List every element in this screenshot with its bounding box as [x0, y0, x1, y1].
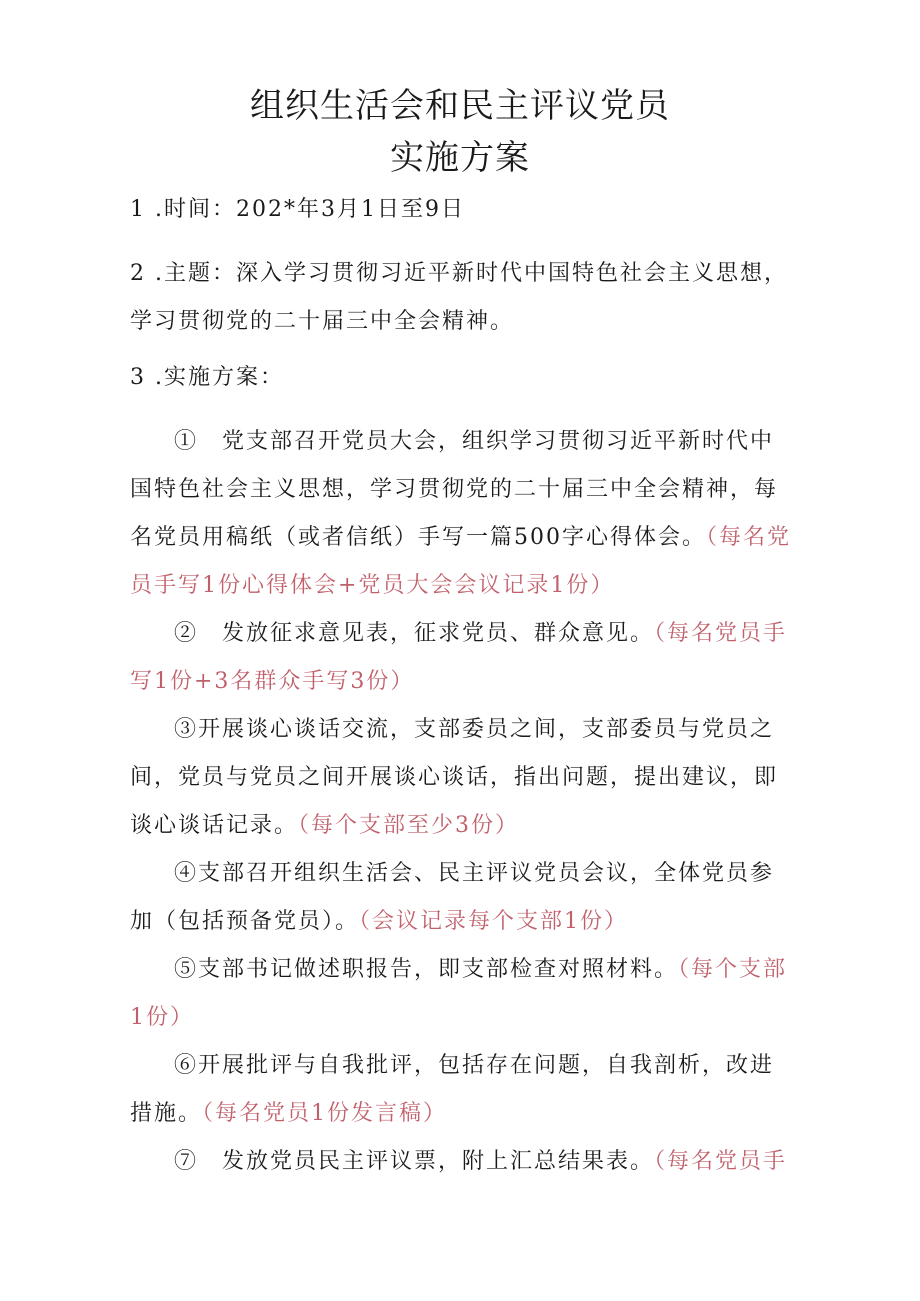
- step-3: [130, 706, 795, 850]
- topic-paragraph: 2 .主题：深入学习贯彻习近平新时代中国特色社会主义思想，学习贯彻党的二十届三中全会精神。: [130, 261, 788, 334]
- step-4-text: ④支部召开组织生活会、民主评议党员会议，全体党员参加（包括预备党员）。: [130, 861, 775, 934]
- step-5: [130, 946, 795, 1042]
- step-7: [130, 1138, 795, 1186]
- step-7-text: ⑦ 发放党员民主评议票，附上汇总结果表。: [174, 1149, 655, 1174]
- step-4: [130, 850, 795, 946]
- step-6: [130, 1042, 795, 1138]
- time-paragraph: 1 .时间：202*年3月1日至9日: [130, 197, 465, 222]
- step-1-note: （每名党员手写1份心得体会+党员大会会议记录1份）: [130, 525, 792, 598]
- step-2: [130, 610, 795, 706]
- step-3-text: ③开展谈心谈话交流，支部委员之间，支部委员与党员之间，党员与党员之间开展谈心谈话，指出问题，提出建议，即谈心谈话记录。: [130, 717, 779, 838]
- step-1-text: ① 党支部召开党员大会，组织学习贯彻习近平新时代中国特色社会主义思想，学习贯彻党的二十届三中全会精神，每名党员用稿纸（或者信纸）手写一篇500字心得体会。: [130, 429, 779, 550]
- plan-heading: 3 .实施方案：: [130, 365, 284, 390]
- step-6-text: ⑥开展批评与自我批评，包括存在问题，自我剖析，改进措施。: [130, 1053, 775, 1126]
- step-1: [130, 418, 795, 610]
- step-6-note: （每名党员1份发言稿）: [202, 1101, 448, 1126]
- step-2-note: （每名党员手写1份+3名群众手写3份）: [130, 621, 788, 694]
- step-4-note: （会议记录每个支部1份）: [359, 909, 629, 934]
- document-title-line2: 实施方案: [390, 138, 530, 178]
- step-3-note: （每个支部至少3份）: [298, 813, 520, 838]
- document-title-line1: 组织生活会和民主评议党员: [250, 86, 670, 126]
- step-5-note: （每个支部1份）: [130, 957, 788, 1030]
- step-7-note: （每名党员手: [654, 1149, 788, 1174]
- step-5-text: ⑤支部书记做述职报告，即支部检查对照材料。: [174, 957, 679, 982]
- step-2-text: ② 发放征求意见表，征求党员、群众意见。: [174, 621, 655, 646]
